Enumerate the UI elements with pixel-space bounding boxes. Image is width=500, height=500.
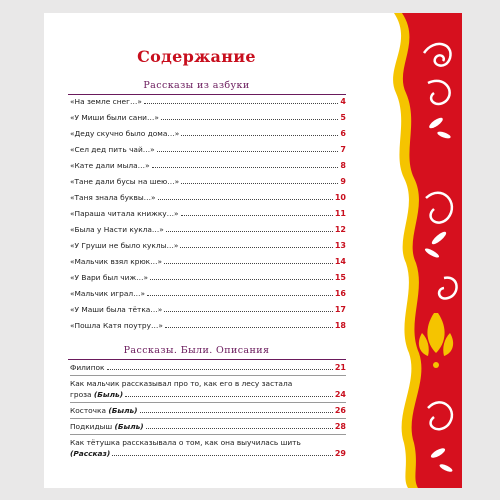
leader-dots [107,368,333,370]
toc-entry-title: Как тётушка рассказывала о том, как она выучилась шить [70,438,301,447]
toc-entry[interactable] [70,375,346,400]
toc-entry[interactable] [70,288,346,299]
toc-entry[interactable] [70,112,346,123]
leader-dots [166,230,333,232]
leader-dots [165,326,333,328]
toc-page-number: 4 [340,97,346,106]
toc-entry[interactable] [70,418,346,432]
toc-page-number: 17 [334,305,346,314]
toc-entry[interactable] [70,128,346,139]
toc-entry-title: Как мальчик рассказывал про то, как его в лесу застала [70,379,293,388]
section-divider [68,94,346,95]
toc-entry[interactable] [70,256,346,267]
toc-page-number: 14 [334,257,346,266]
leader-dots [147,294,333,296]
toc-entry-title: «У Маши была тётка…» [70,305,163,314]
toc-entry[interactable] [70,160,346,171]
leader-dots [181,214,333,216]
toc-entry[interactable] [70,192,346,203]
toc-entry-title: «Была у Насти кукла…» [70,225,164,234]
toc-entry[interactable] [70,176,346,187]
toc-entry[interactable] [70,434,346,459]
section-divider [68,359,346,360]
leader-dots [112,454,333,456]
toc-page-number: 9 [340,177,346,186]
toc-entry-title: Косточка [70,406,107,415]
toc-page-number: 16 [334,289,346,298]
toc-entry-title: «Пошла Катя поутру…» [70,321,163,330]
toc-page-number: 11 [334,209,346,218]
toc-entry-title: «Сел дед пить чай…» [70,145,155,154]
toc-page-number: 21 [334,363,346,372]
page-title: Содержание [137,47,256,66]
toc-entry-title: «Мальчик взял крюк…» [70,257,163,266]
toc-page-number: 24 [334,390,346,399]
section-heading-text: Рассказы. Были. Описания [123,345,270,356]
toc-page-number: 7 [340,145,346,154]
toc-page-number: 10 [334,193,346,202]
decorative-border-ornament [364,13,462,488]
toc-page-number: 8 [340,161,346,170]
toc-entry-title: «Параша читала книжку…» [70,209,179,218]
toc-entry-genre: (Рассказ) [70,449,111,458]
leader-dots [150,278,333,280]
leader-dots [140,411,333,413]
toc-entry-genre: (Быль) [108,406,138,415]
leader-dots [164,310,333,312]
toc-entry[interactable] [70,144,346,155]
leader-dots [158,198,333,200]
toc-entry-title: «Кате дали мыла…» [70,161,150,170]
section-heading-text: Рассказы из азбуки [143,80,250,91]
leader-dots [180,246,333,248]
toc-entry-title: «У Груши не было куклы…» [70,241,179,250]
toc-page-number: 12 [334,225,346,234]
leader-dots [144,102,339,104]
toc-entry-title: «Мальчик играл…» [70,289,146,298]
toc-entry-title: Подкидыш [70,422,113,431]
toc-entry-title: Филипок [70,363,105,372]
toc-entry[interactable] [70,96,346,107]
toc-entry[interactable] [70,320,346,331]
toc-page-number: 29 [334,449,346,458]
toc-entry-genre: (Быль) [114,422,144,431]
toc-entry-title: «Таня знала буквы…» [70,193,156,202]
toc-entry-title: «На земле снег…» [70,97,142,106]
toc-page-number: 15 [334,273,346,282]
toc-entry-genre: (Быль) [93,390,124,399]
toc-page-number: 5 [340,113,346,122]
toc-entry[interactable] [70,224,346,235]
toc-entry[interactable] [70,272,346,283]
leader-dots [152,166,339,168]
leader-dots [146,427,333,429]
toc-entry[interactable] [70,240,346,251]
toc-entry[interactable] [70,362,346,373]
leader-dots [181,182,338,184]
toc-page-number: 13 [334,241,346,250]
section-heading-alphabet-stories [44,80,349,91]
book-page [44,13,462,488]
toc-page-number: 28 [334,422,346,431]
leader-dots [181,134,338,136]
section-heading-stories-tales-descriptions [44,345,349,356]
leader-dots [161,118,339,120]
leader-dots [157,150,339,152]
toc-entry[interactable] [70,304,346,315]
toc-entry-title: «Тане дали бусы на шею…» [70,177,180,186]
toc-page-number: 18 [334,321,346,330]
toc-page-number: 6 [340,129,346,138]
toc-entry-title: «Деду скучно было дома…» [70,129,180,138]
toc-entry[interactable] [70,402,346,416]
toc-entry-title-continued: гроза [70,390,92,399]
leader-dots [164,262,333,264]
leader-dots [125,395,333,397]
toc-entry-title: «У Миши были сани…» [70,113,159,122]
toc-entry[interactable] [70,208,346,219]
toc-entry-title: «У Вари был чиж…» [70,273,149,282]
toc-page-number: 26 [334,406,346,415]
